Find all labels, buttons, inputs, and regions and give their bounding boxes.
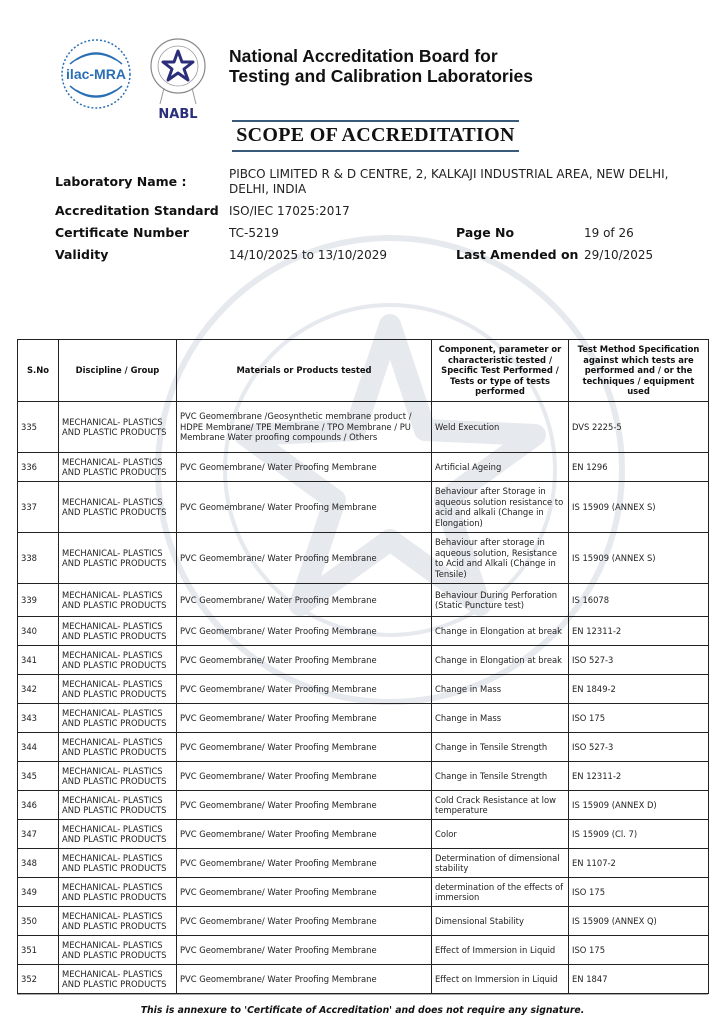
organization-title — [229, 46, 533, 86]
cell-material: PVC Geomembrane/ Water Proofing Membrane — [177, 762, 432, 791]
cell-test: Weld Execution — [432, 402, 569, 453]
table-row — [18, 584, 709, 617]
cell-group: MECHANICAL- PLASTICS AND PLASTIC PRODUCTS — [59, 617, 177, 646]
cell-method: EN 1296 — [569, 453, 709, 482]
cell-material: PVC Geomembrane/ Water Proofing Membrane — [177, 733, 432, 762]
cell-sno: 351 — [18, 936, 59, 965]
cell-group: MECHANICAL- PLASTICS AND PLASTIC PRODUCTS — [59, 646, 177, 675]
lab-name-value — [229, 167, 668, 197]
validity-label: Validity — [55, 247, 109, 262]
org-title-line1: National Accreditation Board for — [229, 46, 498, 66]
cell-group: MECHANICAL- PLASTICS AND PLASTIC PRODUCTS — [59, 762, 177, 791]
header-test-method: Test Method Specification against which tests are performed and / or the techniques / equipment used — [569, 340, 709, 402]
cell-material: PVC Geomembrane /Geosynthetic membrane product / HDPE Membrane/ TPE Membrane / TPO Membrane / PU Membrane Water proofing compounds / Others — [177, 402, 432, 453]
accreditation-standard-label: Accreditation Standard — [55, 203, 219, 218]
cell-group: MECHANICAL- PLASTICS AND PLASTIC PRODUCTS — [59, 936, 177, 965]
cell-test: Change in Tensile Strength — [432, 733, 569, 762]
ilac-mra-logo — [60, 38, 132, 110]
cell-method: ISO 175 — [569, 704, 709, 733]
cell-material: PVC Geomembrane/ Water Proofing Membrane — [177, 617, 432, 646]
cell-group: MECHANICAL- PLASTICS AND PLASTIC PRODUCTS — [59, 453, 177, 482]
cell-sno: 349 — [18, 878, 59, 907]
cell-material: PVC Geomembrane/ Water Proofing Membrane — [177, 820, 432, 849]
table-row — [18, 402, 709, 453]
svg-text:NABL: NABL — [158, 107, 198, 122]
footer-note: This is annexure to 'Certificate of Accreditation' and does not require any signature. — [140, 1005, 585, 1016]
scope-table — [17, 339, 709, 994]
table-row — [18, 704, 709, 733]
cell-sno: 346 — [18, 791, 59, 820]
cell-test: Change in Mass — [432, 704, 569, 733]
lab-name-line2: DELHI, INDIA — [229, 182, 307, 196]
scope-title-bottom-rule — [232, 150, 519, 152]
cell-test: Cold Crack Resistance at low temperature — [432, 791, 569, 820]
cell-group: MECHANICAL- PLASTICS AND PLASTIC PRODUCTS — [59, 584, 177, 617]
cell-group: MECHANICAL- PLASTICS AND PLASTIC PRODUCTS — [59, 907, 177, 936]
cell-material: PVC Geomembrane/ Water Proofing Membrane — [177, 533, 432, 584]
table-header-row — [18, 340, 709, 402]
cell-test: Change in Elongation at break — [432, 617, 569, 646]
cell-group: MECHANICAL- PLASTICS AND PLASTIC PRODUCTS — [59, 849, 177, 878]
cell-method: IS 16078 — [569, 584, 709, 617]
table-row — [18, 878, 709, 907]
cell-method: ISO 527-3 — [569, 733, 709, 762]
cell-test: Change in Elongation at break — [432, 646, 569, 675]
cell-material: PVC Geomembrane/ Water Proofing Membrane — [177, 791, 432, 820]
cell-method: IS 15909 (Cl. 7) — [569, 820, 709, 849]
cell-material: PVC Geomembrane/ Water Proofing Membrane — [177, 453, 432, 482]
cell-method: EN 12311-2 — [569, 762, 709, 791]
certificate-number-label: Certificate Number — [55, 225, 189, 240]
certificate-number-value: TC-5219 — [229, 226, 279, 240]
lab-name-label: Laboratory Name : — [55, 174, 187, 189]
cell-method: EN 1849-2 — [569, 675, 709, 704]
cell-method: DVS 2225-5 — [569, 402, 709, 453]
cell-group: MECHANICAL- PLASTICS AND PLASTIC PRODUCTS — [59, 675, 177, 704]
cell-sno: 347 — [18, 820, 59, 849]
nabl-logo — [148, 38, 208, 122]
cell-material: PVC Geomembrane/ Water Proofing Membrane — [177, 646, 432, 675]
cell-test: Change in Tensile Strength — [432, 762, 569, 791]
cell-group: MECHANICAL- PLASTICS AND PLASTIC PRODUCTS — [59, 791, 177, 820]
footer-divider — [17, 994, 708, 995]
table-row — [18, 617, 709, 646]
cell-test: Artificial Ageing — [432, 453, 569, 482]
cell-sno: 339 — [18, 584, 59, 617]
cell-material: PVC Geomembrane/ Water Proofing Membrane — [177, 965, 432, 994]
table-row — [18, 453, 709, 482]
table-row — [18, 675, 709, 704]
cell-material: PVC Geomembrane/ Water Proofing Membrane — [177, 482, 432, 533]
cell-group: MECHANICAL- PLASTICS AND PLASTIC PRODUCTS — [59, 733, 177, 762]
cell-group: MECHANICAL- PLASTICS AND PLASTIC PRODUCTS — [59, 402, 177, 453]
accreditation-standard-value: ISO/IEC 17025:2017 — [229, 204, 350, 218]
cell-sno: 345 — [18, 762, 59, 791]
svg-text:ilac-MRA: ilac-MRA — [66, 66, 126, 82]
cell-sno: 336 — [18, 453, 59, 482]
cell-test: Color — [432, 820, 569, 849]
table-row — [18, 646, 709, 675]
cell-method: IS 15909 (ANNEX Q) — [569, 907, 709, 936]
cell-group: MECHANICAL- PLASTICS AND PLASTIC PRODUCTS — [59, 820, 177, 849]
cell-group: MECHANICAL- PLASTICS AND PLASTIC PRODUCTS — [59, 878, 177, 907]
table-row — [18, 936, 709, 965]
header-materials: Materials or Products tested — [177, 340, 432, 402]
cell-material: PVC Geomembrane/ Water Proofing Membrane — [177, 907, 432, 936]
last-amended-value: 29/10/2025 — [584, 248, 654, 262]
cell-material: PVC Geomembrane/ Water Proofing Membrane — [177, 849, 432, 878]
table-row — [18, 820, 709, 849]
cell-sno: 340 — [18, 617, 59, 646]
cell-test: Behaviour after storage in aqueous solution, Resistance to Acid and Alkali (Change in Tensile) — [432, 533, 569, 584]
cell-sno: 348 — [18, 849, 59, 878]
cell-sno: 342 — [18, 675, 59, 704]
cell-test: Behaviour During Perforation (Static Puncture test) — [432, 584, 569, 617]
table-row — [18, 762, 709, 791]
cell-group: MECHANICAL- PLASTICS AND PLASTIC PRODUCTS — [59, 704, 177, 733]
cell-method: ISO 175 — [569, 936, 709, 965]
cell-sno: 352 — [18, 965, 59, 994]
page-no-label: Page No — [456, 225, 515, 240]
cell-material: PVC Geomembrane/ Water Proofing Membrane — [177, 704, 432, 733]
org-title-line2: Testing and Calibration Laboratories — [229, 66, 534, 86]
header-sno: S.No — [18, 340, 59, 402]
cell-sno: 344 — [18, 733, 59, 762]
cell-method: IS 15909 (ANNEX D) — [569, 791, 709, 820]
header-component: Component, parameter or characteristic tested / Specific Test Performed / Tests or type of tests performed — [432, 340, 569, 402]
cell-test: Change in Mass — [432, 675, 569, 704]
cell-sno: 350 — [18, 907, 59, 936]
cell-sno: 335 — [18, 402, 59, 453]
table-row — [18, 907, 709, 936]
cell-method: EN 1847 — [569, 965, 709, 994]
header-discipline: Discipline / Group — [59, 340, 177, 402]
lab-name-line1: PIBCO LIMITED R & D CENTRE, 2, KALKAJI INDUSTRIAL AREA, NEW DELHI, — [229, 167, 669, 181]
cell-test: Dimensional Stability — [432, 907, 569, 936]
cell-test: Effect on Immersion in Liquid — [432, 965, 569, 994]
cell-material: PVC Geomembrane/ Water Proofing Membrane — [177, 675, 432, 704]
cell-test: determination of the effects of immersion — [432, 878, 569, 907]
cell-method: IS 15909 (ANNEX S) — [569, 482, 709, 533]
page-no-value: 19 of 26 — [584, 226, 634, 240]
cell-method: ISO 527-3 — [569, 646, 709, 675]
cell-sno: 337 — [18, 482, 59, 533]
cell-material: PVC Geomembrane/ Water Proofing Membrane — [177, 584, 432, 617]
cell-method: EN 12311-2 — [569, 617, 709, 646]
scope-title-top-rule — [232, 120, 519, 122]
cell-sno: 341 — [18, 646, 59, 675]
cell-test: Determination of dimensional stability — [432, 849, 569, 878]
cell-material: PVC Geomembrane/ Water Proofing Membrane — [177, 936, 432, 965]
table-row — [18, 791, 709, 820]
table-row — [18, 482, 709, 533]
cell-group: MECHANICAL- PLASTICS AND PLASTIC PRODUCTS — [59, 533, 177, 584]
cell-group: MECHANICAL- PLASTICS AND PLASTIC PRODUCTS — [59, 965, 177, 994]
cell-method: IS 15909 (ANNEX S) — [569, 533, 709, 584]
cell-method: EN 1107-2 — [569, 849, 709, 878]
cell-material: PVC Geomembrane/ Water Proofing Membrane — [177, 878, 432, 907]
last-amended-label: Last Amended on — [456, 247, 579, 262]
validity-value: 14/10/2025 to 13/10/2029 — [229, 248, 388, 262]
cell-method: ISO 175 — [569, 878, 709, 907]
table-row — [18, 733, 709, 762]
table-row — [18, 849, 709, 878]
table-row — [18, 533, 709, 584]
scope-title: SCOPE OF ACCREDITATION — [236, 124, 515, 146]
table-row — [18, 965, 709, 994]
cell-sno: 338 — [18, 533, 59, 584]
cell-test: Behaviour after Storage in aqueous solution resistance to acid and alkali (Change in Elongation) — [432, 482, 569, 533]
cell-group: MECHANICAL- PLASTICS AND PLASTIC PRODUCTS — [59, 482, 177, 533]
cell-test: Effect of Immersion in Liquid — [432, 936, 569, 965]
cell-sno: 343 — [18, 704, 59, 733]
